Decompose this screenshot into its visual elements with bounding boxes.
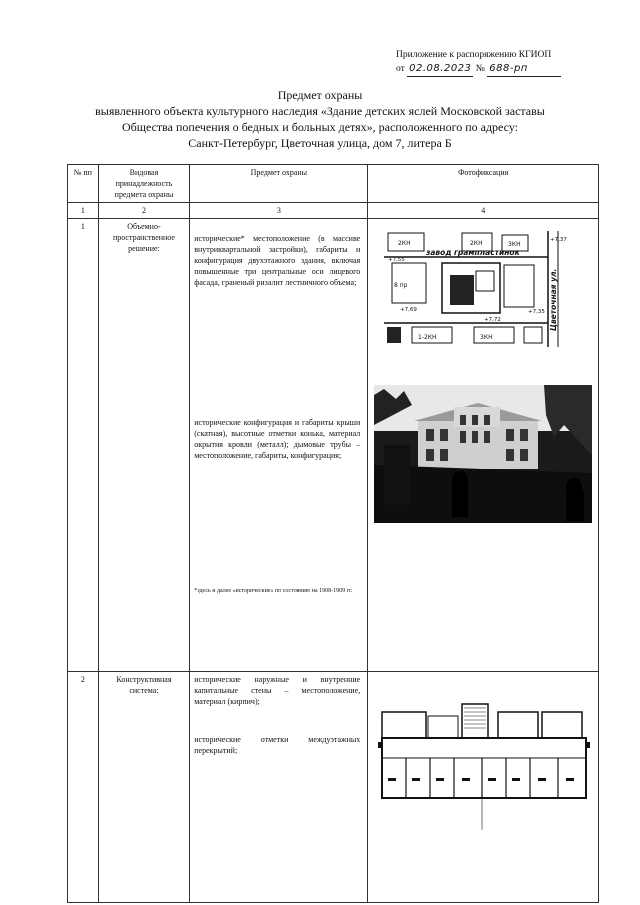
map-street-label: завод грампластинок [426, 248, 521, 257]
table-row [68, 672, 599, 903]
subject-text: исторические* местоположение (в массиве внутриквартальной застройки), габариты и конфигурация двухэтажного здания, включая повышенные три центральные оси лицевого фасада, граненый ризалит лестничного объема; [194, 234, 361, 287]
row-category: Объемно-пространственное решение: [98, 219, 190, 672]
header-number: № пп [68, 165, 99, 203]
column-number: 3 [190, 203, 368, 219]
annex-reference [396, 48, 596, 77]
title-line-1: Предмет охраны [277, 88, 363, 102]
building-photo [374, 385, 592, 523]
title-line-3: Общества попечения о бедных и больных детях», расположенного по адресу: [121, 120, 519, 134]
row-photos [368, 672, 599, 903]
map-label: 3КН [480, 334, 493, 341]
map-label: 2КН [470, 240, 483, 247]
map-elevation: +7,37 [550, 237, 568, 243]
header-category: Видовая принадлежность предмета охраны [98, 165, 190, 203]
title-line-2: выявленного объекта культурного наследия «Здание детских яслей Московской заставы [95, 104, 545, 118]
row-photos [368, 219, 599, 672]
floor-plan-image [378, 702, 590, 832]
annex-number: 688-рп [487, 62, 561, 77]
site-map-image [384, 231, 576, 347]
column-number: 2 [98, 203, 190, 219]
map-label: 3КН [508, 241, 521, 248]
map-label: 8 пр [394, 282, 408, 289]
map-elevation: +7,69 [400, 307, 418, 313]
row-category: Конструктивная система: [98, 672, 190, 903]
footnote: *здесь и далее «исторические» по состоянию на 1908-1909 гг. [194, 588, 353, 594]
map-elevation: +7,72 [484, 317, 502, 323]
annex-line: Приложение к распоряжению КГИОП [396, 50, 552, 60]
table-header-row [68, 165, 599, 203]
column-number: 1 [68, 203, 99, 219]
map-elevation: +7,55 [388, 257, 406, 263]
map-elevation: +7,35 [528, 309, 546, 315]
annex-date: 02.08.2023 [407, 62, 473, 77]
header-photo: Фотофиксация [368, 165, 599, 203]
table-row [68, 219, 599, 672]
row-subject [190, 672, 368, 903]
map-street-label: Цветочная ул. [549, 268, 559, 331]
annex-number-sign: № [475, 64, 485, 74]
title-line-4: Санкт-Петербург, Цветочная улица, дом 7, литера Б [188, 136, 452, 150]
subject-text: исторические наружные и внутренние капитальные стены – местоположение, материал (кирпич); [194, 675, 361, 706]
map-label: 2КН [398, 240, 411, 247]
annex-date-line [396, 62, 596, 77]
row-subject [190, 219, 368, 672]
header-subject: Предмет охраны [190, 165, 368, 203]
row-number: 1 [68, 219, 99, 672]
map-label: 1-2КН [418, 334, 437, 341]
subject-text: исторические отметки междуэтажных перекрытий; [194, 735, 361, 755]
protection-table [67, 164, 599, 903]
subject-text: исторические конфигурация и габариты крыши (скатная), высотные отметки конька, материал окрытия кровли (металл); дымовые трубы – местоположение, габариты, конфигурация; [194, 418, 361, 460]
column-numbers-row [68, 203, 599, 219]
document-title [60, 87, 580, 151]
row-number: 2 [68, 672, 99, 903]
column-number: 4 [368, 203, 599, 219]
annex-prefix: от [396, 64, 405, 74]
